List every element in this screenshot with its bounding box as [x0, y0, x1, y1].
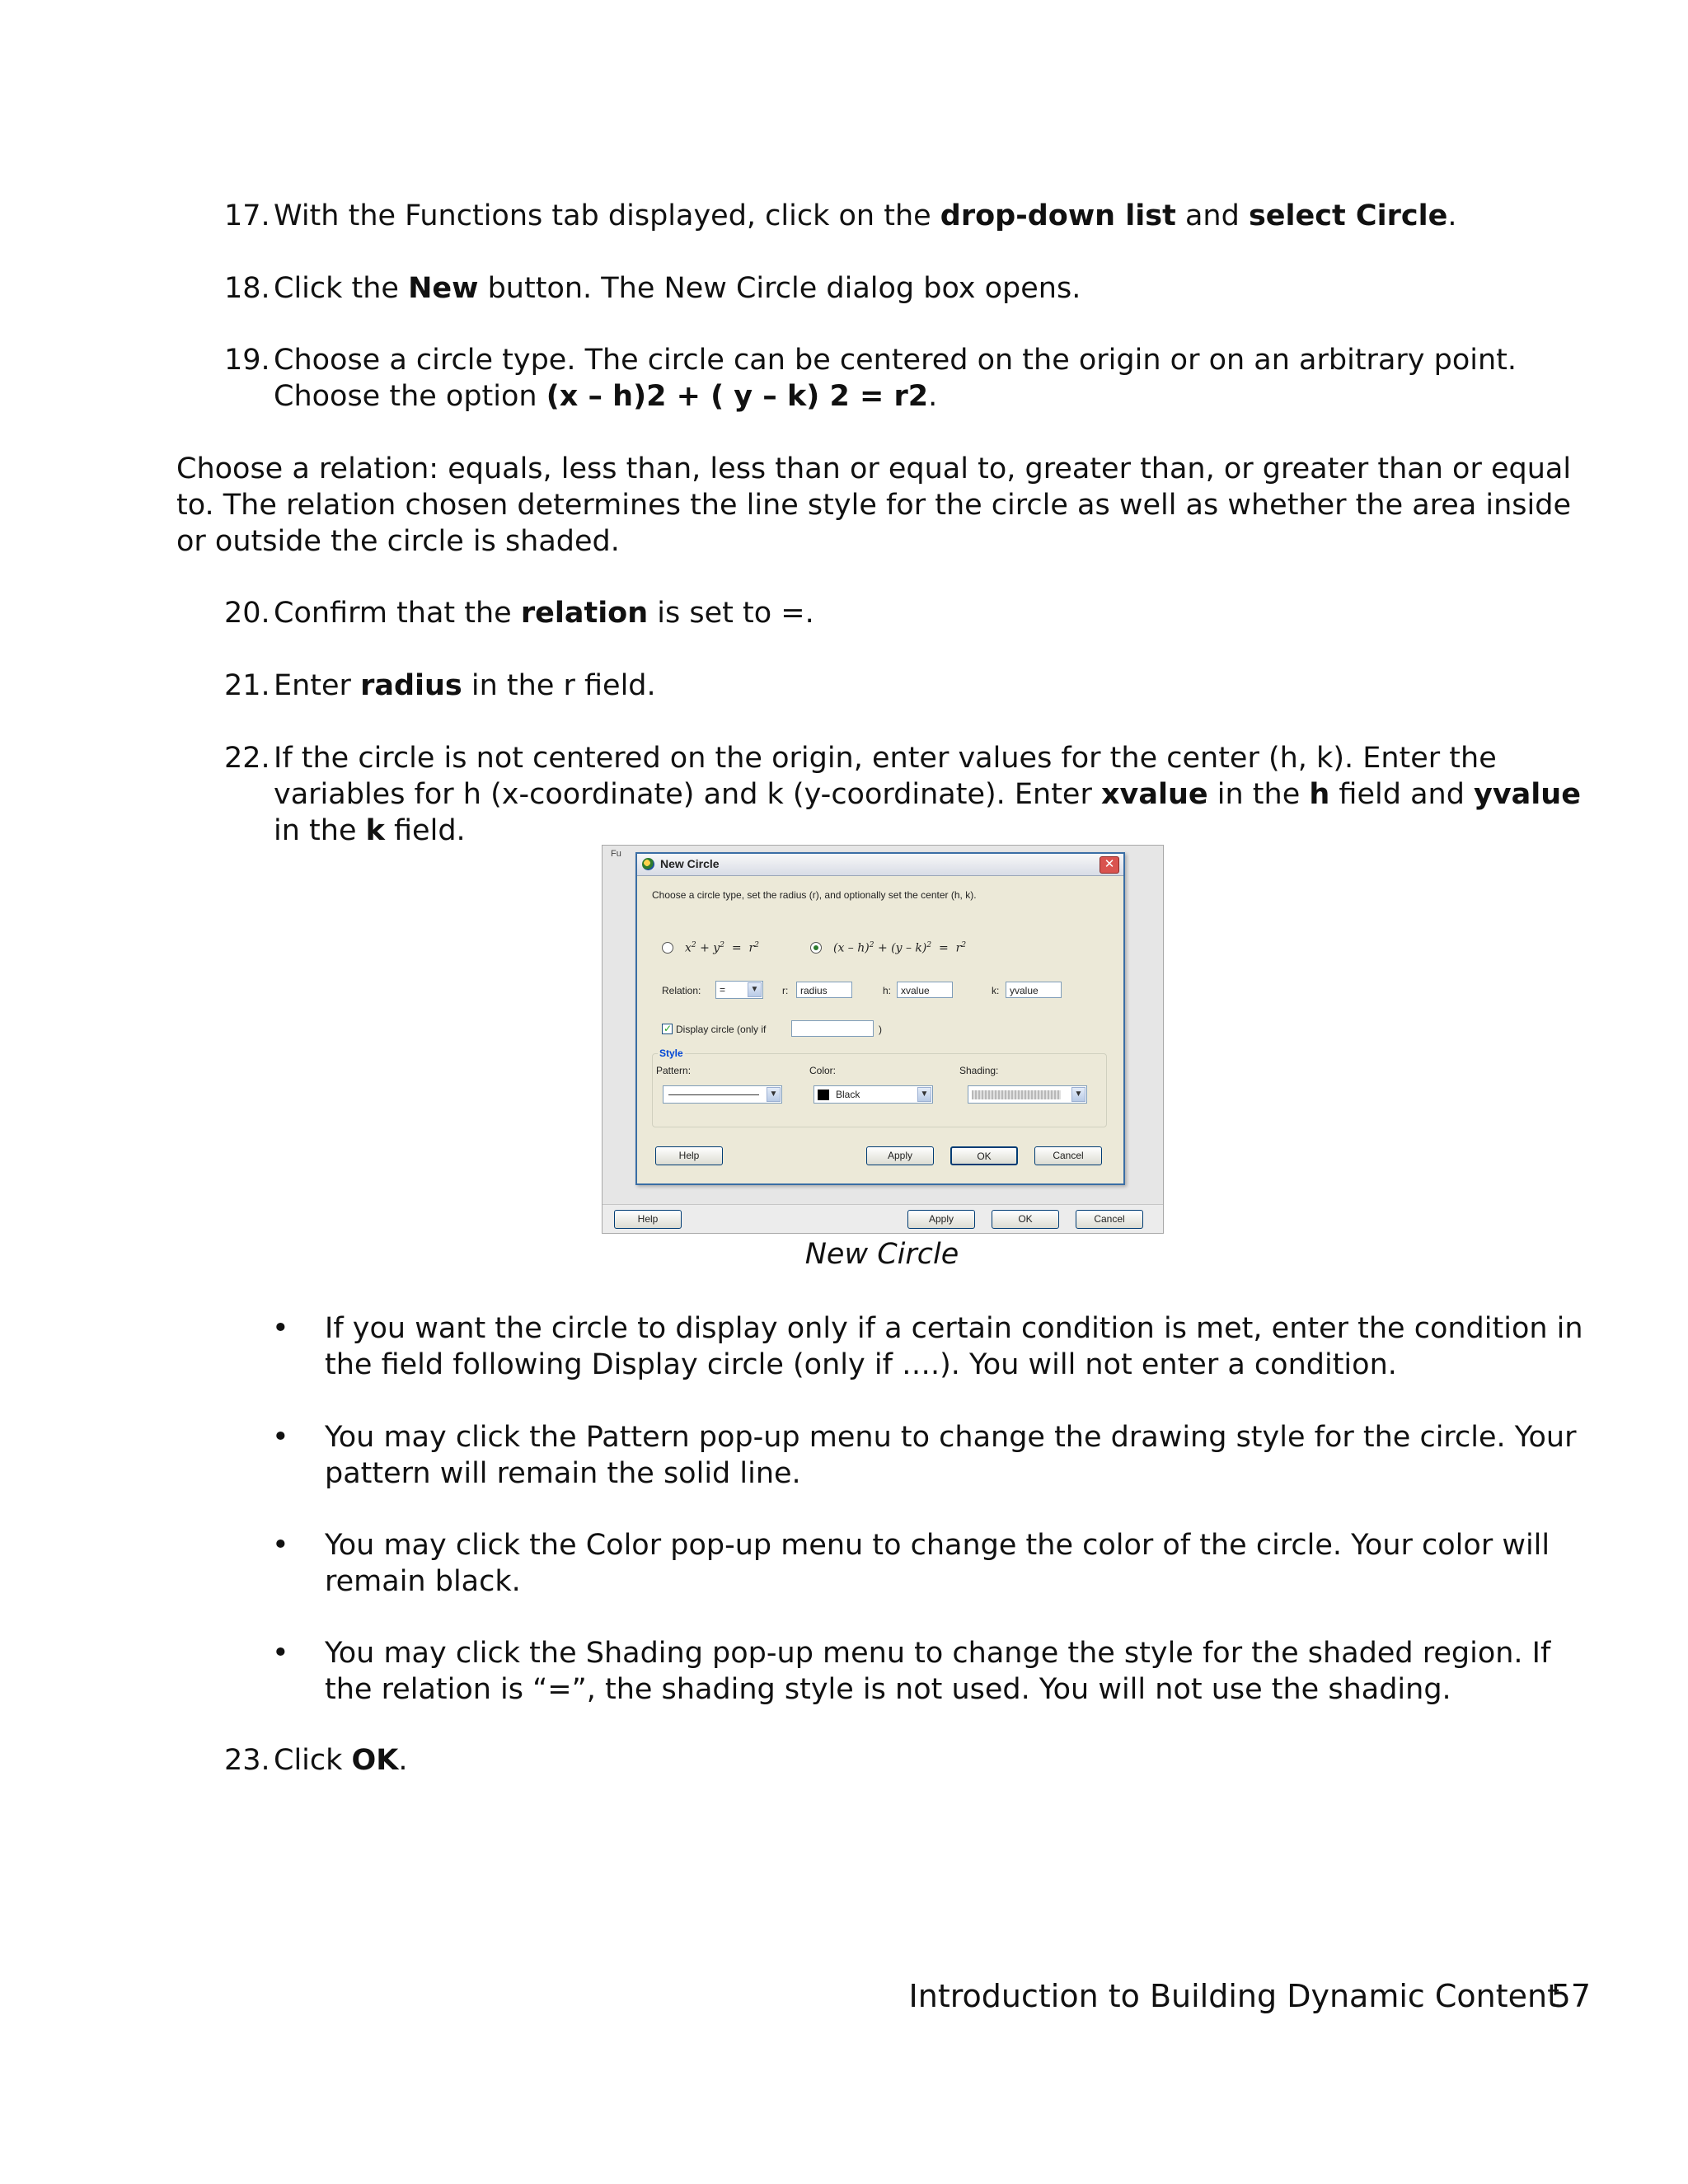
style-group [652, 1047, 1107, 1127]
shading-pattern [972, 1090, 1061, 1099]
bullet-symbol: • [272, 1529, 289, 1562]
background-functions-tab: Fu [611, 849, 621, 859]
check-icon: ✓ [663, 1023, 673, 1034]
circle-at-origin-radio[interactable] [662, 942, 673, 954]
k-label: k: [992, 985, 1000, 996]
footer-title: Introduction to Building Dynamic Content [908, 1978, 1559, 2014]
relation-select[interactable] [715, 981, 763, 999]
dialog-title: New Circle [660, 857, 720, 870]
step-text: Click the New button. The New Circle dialog box opens. [274, 272, 1081, 305]
background-help-button[interactable]: Help [614, 1210, 682, 1229]
display-condition-field[interactable] [791, 1020, 874, 1037]
page-footer [824, 1978, 1591, 2014]
new-circle-dialog [635, 852, 1125, 1185]
black-swatch [818, 1090, 829, 1100]
cancel-button[interactable]: Cancel [1034, 1146, 1102, 1165]
bullet-text: If you want the circle to display only if a certain condition is met, enter the condition in the field following Display circle (only if ….). You will not enter a condition. [325, 1312, 1583, 1381]
bullet-text: You may click the Shading pop-up menu to change the style for the shaded region. If the relation is “=”, the shading style is not used. You will not use the shading. [325, 1637, 1551, 1706]
h-field[interactable]: xvalue [897, 982, 953, 998]
step-number: 19. [224, 344, 270, 377]
shading-select[interactable] [968, 1085, 1087, 1104]
step-text: Choose a circle type. The circle can be centered on the origin or on an arbitrary point. Choose the option (x – h)2 + ( y – k) 2 = r2. [274, 344, 1517, 413]
background-ok-button[interactable]: OK [992, 1210, 1059, 1229]
apply-button[interactable]: Apply [866, 1146, 934, 1165]
dialog-instructions: Choose a circle type, set the radius (r), and optionally set the center (h, k). [652, 889, 977, 901]
color-value: Black [836, 1089, 860, 1100]
pattern-label: Pattern: [656, 1065, 692, 1076]
color-select[interactable] [814, 1085, 933, 1104]
step-text: With the Functions tab displayed, click on the drop-down list and select Circle. [274, 199, 1457, 232]
step-number: 18. [224, 272, 270, 305]
chevron-down-icon[interactable]: ▼ [917, 1087, 931, 1102]
r-label: r: [782, 985, 789, 996]
radius-field[interactable]: radius [796, 982, 852, 998]
close-button[interactable]: ✕ [1100, 856, 1119, 874]
display-circle-checkbox[interactable] [662, 1024, 673, 1034]
background-window-buttons [603, 1204, 1163, 1234]
page-number: 57 [1550, 1978, 1591, 2014]
display-circle-label: Display circle (only if [676, 1024, 767, 1035]
new-circle-screenshot [602, 845, 1164, 1234]
circle-at-point-radio[interactable] [810, 942, 822, 954]
step-text: If the circle is not centered on the origin, enter values for the center (h, k). Enter the variables for h (x-coordinate) and k (y-coordinate). Enter xvalue in the h field and yvalue in the k field. [274, 742, 1581, 847]
style-group-label: Style [659, 1047, 683, 1059]
background-apply-button[interactable]: Apply [907, 1210, 975, 1229]
relation-label: Relation: [662, 985, 701, 996]
solid-line-pattern [668, 1094, 759, 1095]
relation-paragraph: Choose a relation: equals, less than, less than or equal to, greater than, or greater than or equal to. The relation chosen determines the line style for the circle as well as whether the area inside or outside the circle is shaded. [176, 452, 1572, 558]
app-icon [642, 858, 654, 870]
bullet-symbol: • [272, 1312, 289, 1345]
equation-center: $(x - h)^2 + (y - k)^2 = r^2$ [833, 941, 967, 955]
ok-button[interactable]: OK [950, 1146, 1018, 1165]
bullet-symbol: • [272, 1637, 289, 1670]
display-close-paren: ) [879, 1024, 882, 1035]
step-number: 17. [224, 199, 270, 232]
chevron-down-icon[interactable]: ▼ [767, 1087, 781, 1102]
figure-caption: New Circle [804, 1238, 959, 1271]
pattern-select[interactable] [663, 1085, 782, 1104]
shading-label: Shading: [959, 1065, 999, 1076]
dialog-titlebar [637, 854, 1123, 876]
step-number: 20. [224, 597, 270, 630]
background-cancel-button[interactable]: Cancel [1076, 1210, 1143, 1229]
k-field[interactable]: yvalue [1006, 982, 1062, 998]
h-label: h: [883, 985, 892, 996]
bullet-symbol: • [272, 1421, 289, 1454]
step-number: 22. [224, 742, 270, 775]
step-number: 23. [224, 1744, 270, 1777]
step-number: 21. [224, 669, 270, 702]
bullet-text: You may click the Pattern pop-up menu to change the drawing style for the circle. Your pattern will remain the solid line. [325, 1421, 1577, 1490]
chevron-down-icon[interactable]: ▼ [1071, 1087, 1085, 1102]
bullet-text: You may click the Color pop-up menu to change the color of the circle. Your color will remain black. [325, 1529, 1550, 1598]
step-text: Confirm that the relation is set to =. [274, 597, 814, 630]
step-text: Enter radius in the r field. [274, 669, 656, 702]
equation-origin: $x^2 + y^2 = r^2$ [685, 941, 759, 955]
help-button[interactable]: Help [655, 1146, 723, 1165]
step-text: Click OK. [274, 1744, 408, 1777]
chevron-down-icon[interactable]: ▼ [748, 982, 762, 997]
relation-value: = [720, 984, 726, 996]
color-label: Color: [809, 1065, 837, 1076]
